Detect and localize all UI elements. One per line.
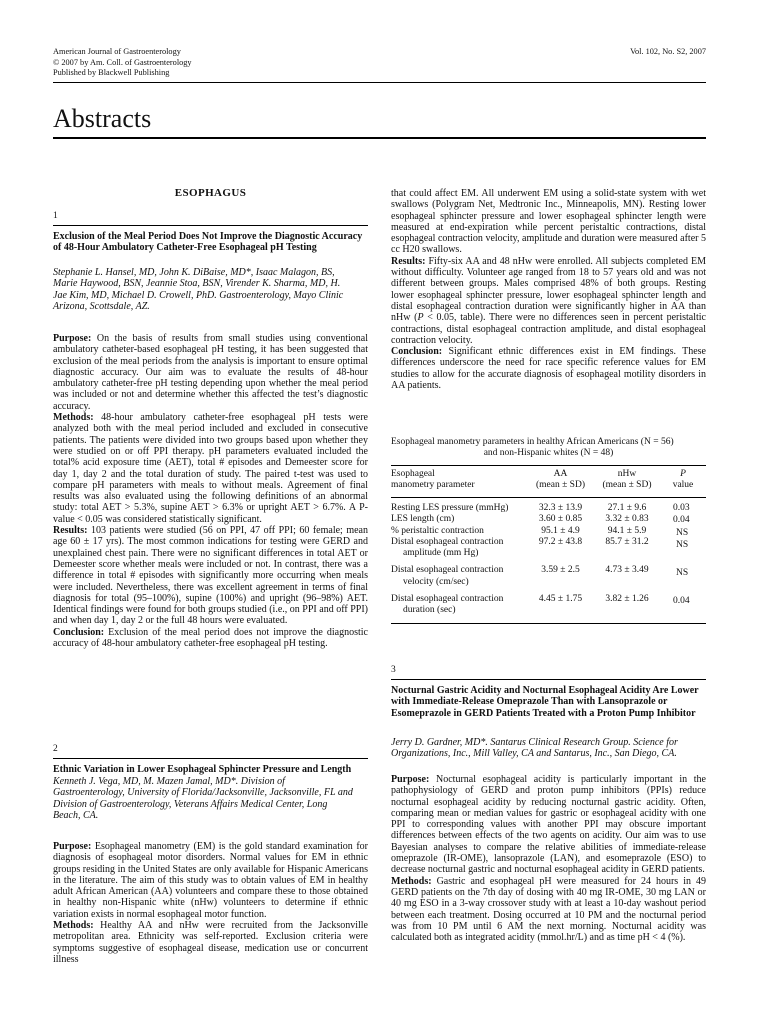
methods-label: Methods:	[53, 920, 94, 932]
abstract-1-methods	[53, 412, 368, 525]
header-nhw	[594, 469, 660, 492]
abstract-2-number: 2	[53, 744, 58, 754]
row-nhw: 4.73 ± 3.49	[605, 565, 649, 576]
abstract-2-methods	[53, 920, 368, 965]
row-param: Resting LES pressure (mmHg)	[391, 503, 509, 513]
row-aa: 3.59 ± 2.5	[541, 565, 580, 576]
row-param-2: velocity (cm/sec)	[403, 576, 469, 587]
table-row	[391, 559, 706, 588]
manometry-table-body	[391, 503, 706, 617]
row-nhw: 3.32 ± 0.83	[605, 514, 649, 525]
header-p	[660, 469, 706, 492]
manometry-table	[391, 469, 706, 492]
abstract-2-rule	[53, 758, 368, 759]
row-param	[391, 537, 527, 560]
row-aa: 95.1 ± 4.9	[541, 525, 580, 536]
row-param: % peristaltic contraction	[391, 525, 484, 536]
row-p-value: 0.03	[673, 503, 690, 513]
table-caption	[391, 437, 706, 460]
purpose-label: Purpose:	[53, 333, 92, 344]
left-column	[53, 0, 368, 1024]
table-row	[391, 503, 706, 514]
row-param-2: duration (sec)	[403, 605, 456, 616]
purpose-text: Esophageal manometry (EM) is the gold standard examination for diagnosis of esophageal motor disorders. Normal values for EM in ethnic groups residing in the United States are only available for Hispanic Americans in the literature. The aim of this study was to obtain values of EM in healthy adult African American (AA) volunteers and compare these to those obtained in healthy non-Hispanic white (nHw) volunteers to determine if ethnic variation exists in normal esophageal motor function.	[53, 841, 368, 920]
abstract-2-methods-cont: that could affect EM. All underwent EM using a solid-state system with wet swallows (Polygram Net, Medtronic Inc., Minneapolis, MN). Resting lower esophageal sphincter pressure and lower esophageal sphincter length were measured at end-expiration while percent peristaltic contractions, distal esophageal contraction velocity, amplitude and duration were measured after 5 cc H20 swallows.	[391, 188, 706, 256]
conclusion-text: Exclusion of the meal period does not improve the diagnostic accuracy of 48-hour ambulatory catheter-free esophageal pH testing.	[53, 626, 368, 650]
row-nhw: 85.7 ± 31.2	[605, 536, 649, 547]
methods-label: Methods:	[53, 412, 94, 424]
table-caption-line1: Esophageal manometry parameters in healthy African Americans (N = 56)	[391, 437, 674, 447]
results-text-a: Fifty-six AA and 48 nHw were enrolled. All subjects completed EM without difficulty. Volunteer age ranged from 18 to 57 years old and was not different between groups. Males comprised 48% of both groups. Resting lower esophageal sphincter pressure, lower esophageal sphincter length and distal esophageal contraction duration were significantly higher in AA than nHw (	[391, 255, 706, 324]
page-title: Abstracts	[53, 104, 152, 133]
row-aa: 97.2 ± 43.8	[538, 536, 583, 547]
header-p-2: value	[672, 480, 694, 491]
row-nhw: 27.1 ± 9.6	[607, 503, 647, 513]
results-text-b: < 0.05, table). There were no differences seen in percent peristaltic contractions, distal esophageal contraction amplitude, and distal esophageal contraction velocity.	[391, 312, 706, 346]
abstract-1-title: Exclusion of the Meal Period Does Not Improve the Diagnostic Accuracy of 48-Hour Ambulatory Catheter-Free Esophageal pH Testing	[53, 231, 363, 254]
abstract-3-number: 3	[391, 665, 396, 675]
abstract-2-continued	[391, 188, 706, 391]
table-header-rule	[391, 497, 706, 498]
row-p-value: NS	[676, 540, 689, 550]
methods-text: 48-hour ambulatory catheter-free esophageal pH tests were analyzed both with the meal period included and excluded in consecutive patients. The patients were divided into two groups based upon whether they were studied on or off PPI therapy. pH parameters evaluated included the total% acid exposure time (AET), total # episodes and Demeester score for day 1, day 2 and the total duration of study. The paired t-test was used to compare pH parameters with meals to without meals. Agreement of final results was also evaluated using the following definitions of an abnormal study: total AET > 5.3%, supine AET > 6.3% or upright AET > 6.7%. A P-value < 0.05 was considered statistically significant.	[53, 412, 368, 525]
header-aa-2: (mean ± SD)	[535, 480, 585, 491]
row-nhw: 3.82 ± 1.26	[605, 594, 649, 605]
row-p-value: NS	[676, 528, 689, 538]
header-nhw-2: (mean ± SD)	[602, 480, 652, 491]
row-param	[391, 559, 527, 588]
abstract-1-number: 1	[53, 211, 58, 221]
abstract-1-results	[53, 525, 368, 627]
abstract-1-authors: Stephanie L. Hansel, MD, John K. DiBaise, MD*, Isaac Malagon, BS, Marie Haywood, BSN, Jeannie Stoa, BSN, Virender K. Sharma, MD, H. Jae Kim, MD, Michael D. Crowell, PhD. Gastroenterology, Mayo Clinic Arizona, Scottsdale, AZ.	[53, 267, 344, 312]
table-row	[391, 514, 706, 525]
table-row	[391, 537, 706, 560]
table-caption-line2: and non-Hispanic whites (N = 48)	[483, 448, 614, 459]
row-param: LES length (cm)	[391, 514, 455, 525]
row-param	[391, 588, 527, 617]
methods-label: Methods:	[391, 875, 432, 887]
row-p-value: 0.04	[673, 596, 690, 606]
abstract-1-rule	[53, 225, 368, 226]
section-heading: ESOPHAGUS	[174, 187, 247, 199]
purpose-text: Nocturnal esophageal acidity is particularly important in the pathophysiology of GERD and proton pump inhibitors (PPIs) reduce nocturnal esophageal acidity by reducing nocturnal gastric acidity. Often, comparing mean or median values for gastric or esophageal acidity with one PPI to corresponding values with another PPI may obscure important differences between effects of the two agents on acidity. Our aim was to use Bayesian analyses to compare the relative abilities of immediate-release omeprazole (IR-OME), lansoprazole (LAN), and esomeprazole (ESO) to decrease nocturnal gastric and nocturnal esophageal acidity in GERD patients.	[391, 774, 706, 876]
abstract-3-purpose	[391, 774, 706, 876]
abstract-2-body	[53, 841, 368, 965]
abstract-3-authors: Jerry D. Gardner, MD*. Santarus Clinical Research Group. Science for Organizations, Inc., Mill Valley, CA and Santarus, Inc., San Diego, CA.	[391, 737, 678, 760]
table-top-rule	[391, 465, 706, 466]
purpose-label: Purpose:	[391, 774, 430, 785]
conclusion-label: Conclusion:	[53, 626, 105, 638]
header-aa-1: AA	[553, 469, 568, 479]
abstract-3-rule	[391, 679, 706, 680]
abstract-3-body	[391, 774, 706, 943]
purpose-label: Purpose:	[53, 841, 92, 852]
row-aa: 4.45 ± 1.75	[538, 594, 583, 605]
header-param-2: manometry parameter	[391, 480, 475, 491]
journal-copyright: © 2007 by Am. Coll. of Gastroenterology	[53, 57, 192, 67]
conclusion-text: Significant ethnic differences exist in EM findings. These differences underscore the need for race specific reference values for EM studies to allow for the accurate diagnosis of esophageal motility disorders in AA patients.	[391, 346, 706, 392]
abstract-1-conclusion	[53, 627, 368, 650]
abstract-2-purpose	[53, 841, 368, 920]
row-p-value: NS	[676, 568, 689, 578]
table-bottom-rule	[391, 623, 706, 624]
conclusion-label: Conclusion:	[391, 346, 443, 358]
abstract-3-methods	[391, 876, 706, 944]
results-label: Results:	[391, 255, 426, 267]
results-label: Results:	[53, 525, 88, 537]
header-aa	[527, 469, 594, 492]
row-aa: 32.3 ± 13.9	[538, 503, 583, 513]
header-param	[391, 469, 527, 492]
results-text: 103 patients were studied (56 on PPI, 47 off PPI; 60 female; mean age 60 ± 17 yrs). The most common indications for testing were GERD and unexplained chest pain. There were no significant differences in total AET or Demeester score whether meals were included or not. In contrast, there was a difference in total # episodes with significantly more occurring when meals were included. Nevertheless, there was excellent agreement in terms of final diagnosis for total (95–100%), supine (100%) and upright (96–98%) AET. Identical findings were found for both groups studied (i.e., on PPI and off PPI) and when day 1, day 2 or the full 48 hours were evaluated.	[53, 525, 368, 627]
abstract-1-body	[53, 333, 368, 649]
volume-info: Vol. 102, No. S2, 2007	[630, 47, 706, 56]
journal-name: American Journal of Gastroenterology	[53, 47, 181, 56]
header-nhw-1: nHw	[617, 469, 637, 479]
table-header-row	[391, 469, 706, 492]
abstract-2-results	[391, 256, 706, 346]
row-param-1: Distal esophageal contraction	[391, 536, 504, 547]
header-param-1: Esophageal	[391, 469, 435, 479]
row-param-2: amplitude (mm Hg)	[403, 548, 479, 559]
table-row	[391, 526, 706, 537]
row-param-1: Distal esophageal contraction	[391, 594, 504, 605]
abstract-2-title: Ethnic Variation in Lower Esophageal Sphincter Pressure and Length	[53, 764, 352, 775]
row-param-1: Distal esophageal contraction	[391, 565, 504, 576]
row-nhw: 94.1 ± 5.9	[607, 525, 647, 536]
row-aa: 3.60 ± 0.85	[538, 514, 583, 525]
results-p-symbol: P	[417, 312, 424, 324]
purpose-text: On the basis of results from small studies using conventional ambulatory catheter-based esophageal pH testing, it has been suggested that exclusion of the meal periods from the analysis is important to ensure optimal diagnostic accuracy. Our aim was to evaluate the results of 48-hour ambulatory catheter-free pH testing depending upon whether the meal period was included or not and determine whether this affected the test’s diagnostic accuracy.	[53, 333, 368, 412]
journal-publisher: Published by Blackwell Publishing	[53, 68, 170, 77]
methods-text: Healthy AA and nHw were recruited from the Jacksonville metropolitan area. Ethnicity was self-reported. Exclusion criteria were symptoms suggestive of esophageal disease, medication use or concurrent illness	[53, 920, 368, 965]
abstract-3-title: Nocturnal Gastric Acidity and Nocturnal Esophageal Acidity Are Lower with Immediate-Release Omeprazole Than with Lansoprazole or Esomeprazole in GERD Patients Treated with a Proton Pump Inhibitor	[391, 685, 699, 719]
row-p-value: 0.04	[673, 515, 690, 525]
table-row	[391, 588, 706, 617]
methods-text: Gastric and esophageal pH were measured for 24 hours in 49 GERD patients on the 7th day of dosing with 40 mg IR-OME, 30 mg LAN or 40 mg ESO in a 3-way crossover study with at least a 10-day washout period between each treatment. Dosing occurred at 10 PM and the nocturnal period was from 10 PM until 6 AM the next morning. Nocturnal acidity was calculated both as integrated acidity (mmol.hr/L) and as time pH < 4 (%).	[391, 875, 706, 944]
abstract-2-conclusion	[391, 346, 706, 391]
abstract-1-purpose	[53, 333, 368, 412]
header-p-1: P	[680, 469, 686, 479]
abstract-2-authors: Kenneth J. Vega, MD, M. Mazen Jamal, MD*. Division of Gastroenterology, University of Florida/Jacksonville, Jacksonville, FL and Division of Gastroenterology, Veterans Affairs Medical Center, Long Beach, CA.	[53, 776, 353, 821]
right-column	[391, 0, 706, 1024]
